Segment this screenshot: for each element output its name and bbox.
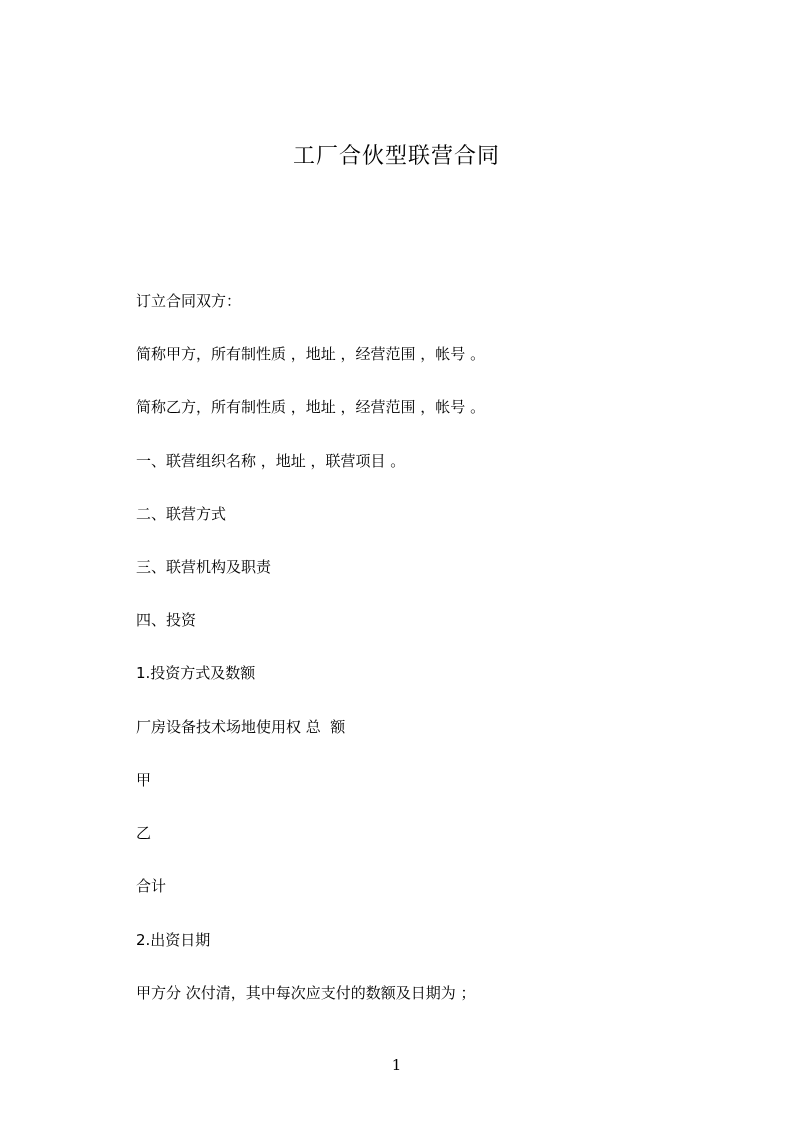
page-number: 1 bbox=[391, 1056, 402, 1074]
section-4-investment: 四、投资 bbox=[136, 611, 197, 629]
section-1-joint-venture-name: 一、联营组织名称 ，地址 ，联营项目 。 bbox=[136, 452, 406, 470]
investment-row-total: 合计 bbox=[136, 877, 167, 895]
investment-row-party-b: 乙 bbox=[136, 824, 152, 842]
party-b-info: 简称乙方，所有制性质 ，地址 ，经营范围 ，帐号 。 bbox=[136, 398, 486, 416]
party-a-payment-schedule: 甲方分 次付清，其中每次应支付的数额及日期为 ； bbox=[136, 984, 476, 1002]
document-title: 工厂合伙型联营合同 bbox=[292, 144, 500, 169]
party-a-info: 简称甲方，所有制性质 ，地址 ，经营范围 ，帐号 。 bbox=[136, 345, 486, 363]
contract-parties-heading: 订立合同双方： bbox=[136, 292, 242, 310]
section-3-organization-duties: 三、联营机构及职责 bbox=[136, 558, 272, 576]
investment-table-header: 厂房设备技术场地使用权 总 额 bbox=[136, 718, 346, 736]
section-2-joint-venture-mode: 二、联营方式 bbox=[136, 505, 227, 523]
subsection-contribution-date: 2.出资日期 bbox=[136, 931, 211, 949]
investment-row-party-a: 甲 bbox=[136, 771, 152, 789]
subsection-investment-method: 1.投资方式及数额 bbox=[136, 664, 256, 682]
